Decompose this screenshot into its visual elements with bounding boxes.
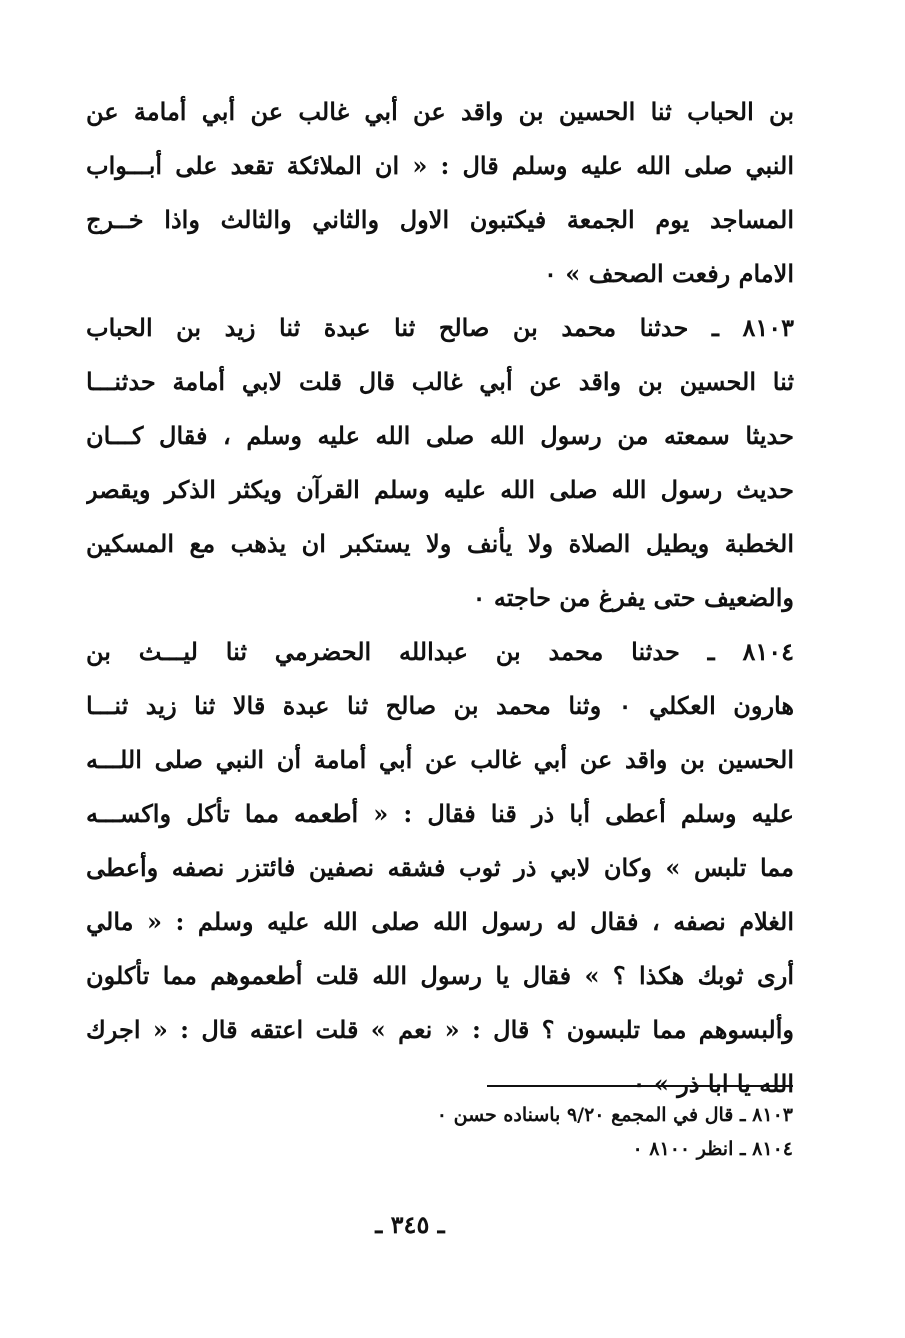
text-line: أرى ثوبك هكذا ؟ » فقال يا رسول الله قلت أطعموهم مما تأكلون xyxy=(86,961,794,990)
text-line: والضعيف حتى يفرغ من حاجته ٠ xyxy=(472,583,794,612)
paragraph-8104 xyxy=(86,625,794,1111)
footnote-8104: ٨١٠٤ ـ انظر ٨١٠٠ ٠ xyxy=(632,1138,793,1160)
text-line: الخطبة ويطيل الصلاة ولا يأنف ولا يستكبر ان يذهب مع المسكين xyxy=(86,529,794,558)
hadith-heading-line: ٨١٠٤ ـ حدثنا محمد بن عبدالله الحضرمي ثنا ليـــث بن xyxy=(86,637,794,666)
text-line: حديث رسول الله صلى الله عليه وسلم القرآن ويكثر الذكر ويقصر xyxy=(86,475,794,504)
footnote-divider xyxy=(487,1085,793,1087)
page-number: ـ ٣٤٥ ـ xyxy=(375,1210,445,1239)
text-line: بن الحباب ثنا الحسين بن واقد عن أبي غالب عن أبي أمامة عن xyxy=(86,97,794,126)
text-line: الله يا ابا ذر » ٠ xyxy=(632,1069,794,1098)
text-line: عليه وسلم أعطى أبا ذر قنا فقال : « أطعمه مما تأكل واكســـه xyxy=(86,799,794,828)
footnotes xyxy=(300,1098,793,1166)
paragraph-1 xyxy=(86,85,794,301)
text-line: الحسين بن واقد عن أبي غالب عن أبي أمامة أن النبي صلى اللـــه xyxy=(86,745,794,774)
text-line: الامام رفعت الصحف » ٠ xyxy=(543,259,794,288)
main-text xyxy=(86,85,794,1111)
text-line: هارون العكلي ٠ وثنا محمد بن صالح ثنا عبدة قالا ثنا زيد ثنـــا xyxy=(86,691,794,720)
text-line: مما تلبس » وكان لابي ذر ثوب فشقه نصفين فائتزر نصفه وأعطى xyxy=(86,853,794,882)
paragraph-8103 xyxy=(86,301,794,625)
footnote-8103: ٨١٠٣ ـ قال في المجمع ٩/٢٠ باسناده حسن ٠ xyxy=(436,1104,793,1126)
text-line: ثنا الحسين بن واقد عن أبي غالب قال قلت لابي أمامة حدثنـــا xyxy=(86,367,794,396)
hadith-heading-line: ٨١٠٣ ـ حدثنا محمد بن صالح ثنا عبدة ثنا زيد بن الحباب xyxy=(86,313,794,342)
text-line: النبي صلى الله عليه وسلم قال : « ان الملائكة تقعد على أبـــواب xyxy=(86,151,794,180)
text-line: الغلام نصفه ، فقال له رسول الله صلى الله عليه وسلم : « مالي xyxy=(86,907,794,936)
text-line: حديثا سمعته من رسول الله صلى الله عليه وسلم ، فقال كـــان xyxy=(86,421,794,450)
text-line: المساجد يوم الجمعة فيكتبون الاول والثاني والثالث واذا خــرج xyxy=(86,205,794,234)
text-line: وألبسوهم مما تلبسون ؟ قال : « نعم » قلت اعتقه قال : « اجرك xyxy=(86,1015,794,1044)
